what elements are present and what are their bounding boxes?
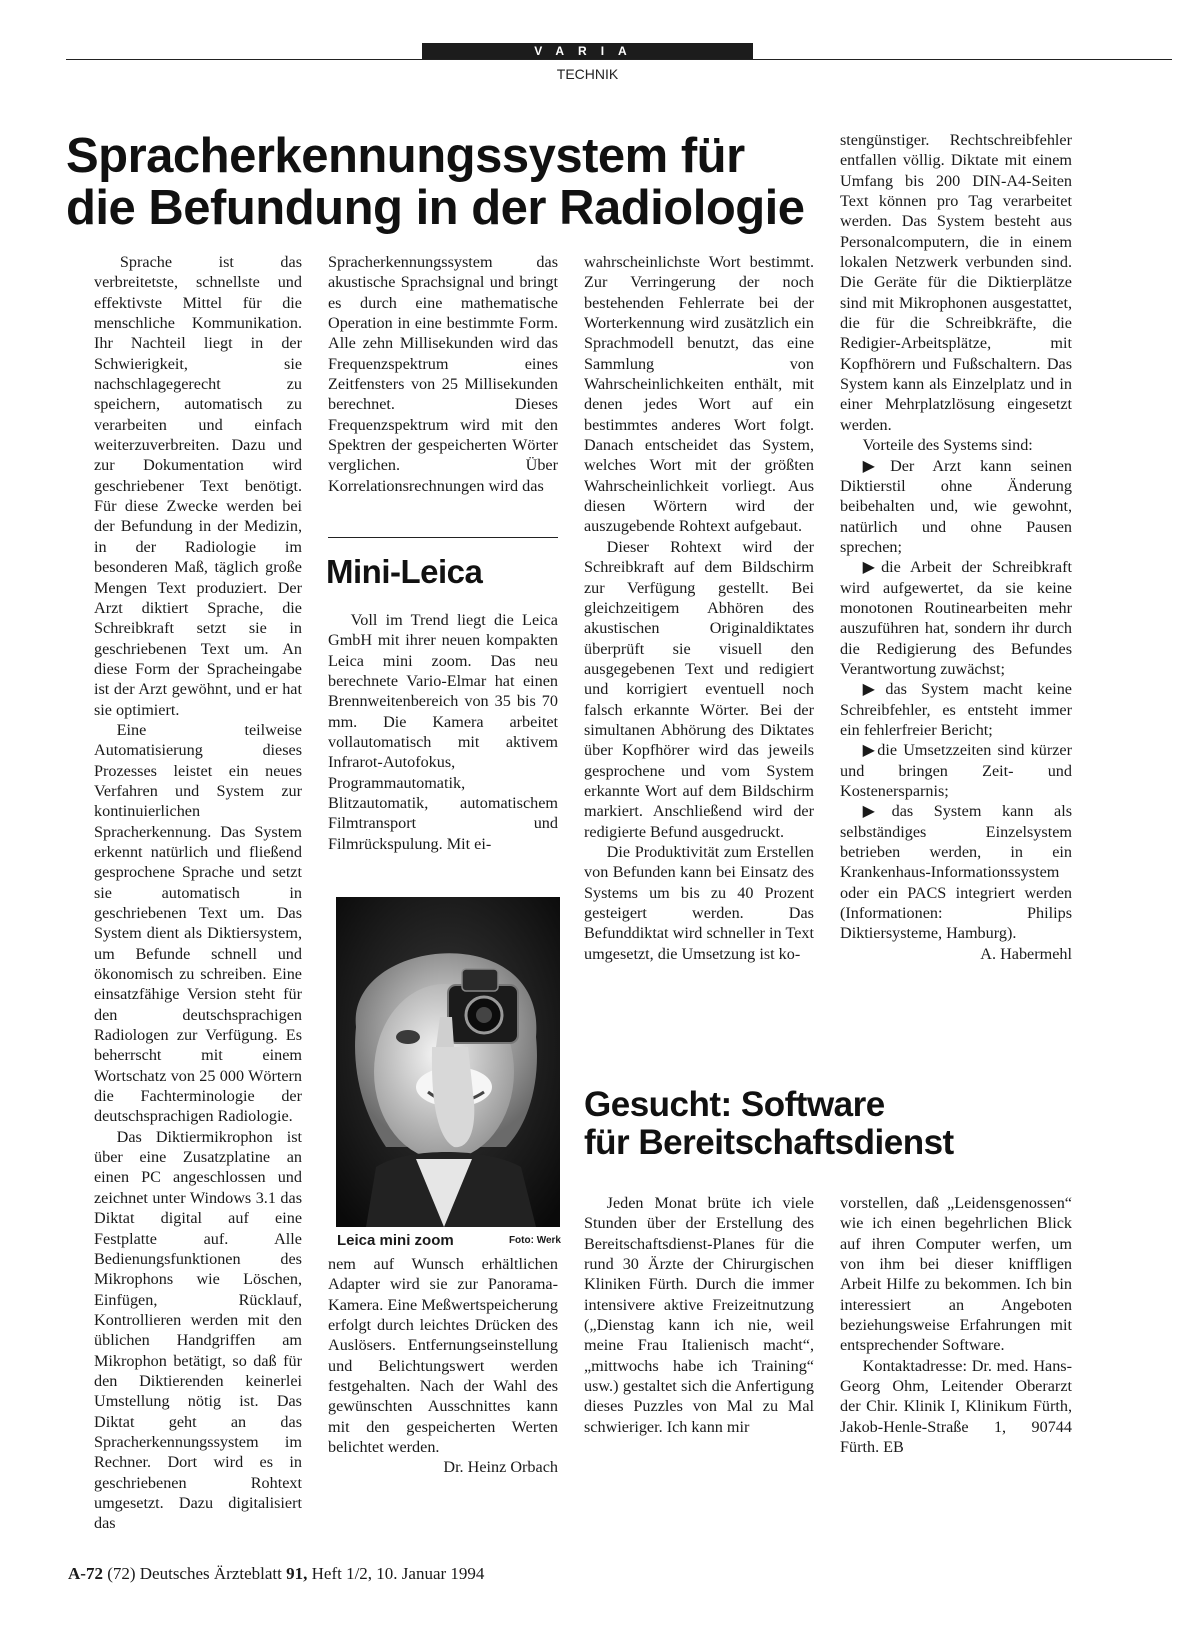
article1-bullet: ▶das System kann als selbständiges Einzelsystem betrieben werden, in ein Krankenhaus-Informationssystem oder ein PACS integriert werden (Informationen: Philips Diktiersysteme, Hamburg).: [840, 802, 1072, 943]
article1-paragraph: stengünstiger. Rechtschreibfehler entfallen völlig. Diktate mit einem Umfang bis 200 DIN-A4-Seiten Text können pro Tag verarbeitet werden. Das System besteht aus Personalcomputern, die in einem lokalen Netzwerk verbunden sind. Die Geräte für die Diktierplätze sind mit Mikrophonen ausgestattet, die für die Schreibkräfte, die Redigier-Arbeitsplätze, mit Kopfhörern und Fußschaltern. Das System kann als Einzelplatz und in einer Mehrplatzlösung eingesetzt werden.: [840, 131, 1072, 434]
article1-title: [66, 130, 826, 234]
journal-issue: Heft 1/2, 10. Januar 1994: [311, 1564, 485, 1583]
article1-paragraph: Dieser Rohtext wird der Schreibkraft auf dem Bildschirm zur Verfügung gestellt. Bei gleichzeitigem Abhören des akustischen Originaldiktates überprüft sie visuell den ausgegebenen Text und redigiert und korrigiert eventuell noch falsch erkannte Wörter. Bei der simultanen Abhörung des Diktates über Kopfhörer wird das jeweils gesprochene und vom System erkannte Wort auf dem Bildschirm markiert. Anschließend wird der redigierte Befund ausgedruckt.: [584, 537, 814, 841]
article1-paragraph: Das Diktiermikrophon ist über eine Zusatzplatine an einen PC angeschlossen und zeichnet unter Windows 3.1 das Diktat digital auf eine Festplatte auf. Alle Bedienungsfunktionen des Mikrophons wie Löschen, Einfügen, Rücklauf, Kontrollieren werden mit den üblichen Handgriffen am Mikrophon betätigt, so daß für den Diktierenden keinerlei Umstellung nötig ist. Das Diktat geht an das Spracherkennungssystem im Rechner. Dort wird es in geschriebenen Rohtext umgesetzt. Dazu digitalisiert das: [94, 1127, 302, 1533]
rubric-label: TECHNIK: [556, 66, 619, 82]
journal-citation: (72) Deutsches Ärzteblatt: [107, 1564, 282, 1583]
triangle-bullet-icon: ▶: [862, 741, 878, 760]
article1-title-line1: Spracherkennungssystem für: [66, 129, 745, 183]
article1-paragraph: wahrscheinlichste Wort bestimmt. Zur Verringerung der noch bestehenden Fehlerrate bei der Worterkennung wird zusätzlich ein Sprachmodell benutzt, das eine Sammlung von Wahrscheinlichkeiten enthält, mit denen jedes Wort auf ein bestimmtes anderes Wort folgt. Danach entscheidet das System, welches Wort mit der größten Wahrscheinlichkeit vorliegt. Aus diesen Wörtern wird der auszugebende Rohtext aufgebaut.: [584, 253, 814, 536]
article2-paragraph: nem auf Wunsch erhältlichen Adapter wird sie zur Panorama-Kamera. Eine Meßwertspeicherung erfolgt durch leichtes Drücken des Auslösers. Entfernungseinstellung und Belichtungswert werden festgehalten. Nach der Wahl des gewünschten Ausschnittes kann mit den gespeicherten Werten belichtet werden.: [328, 1255, 558, 1457]
article3-title: [584, 1086, 1074, 1162]
article2-title: Mini-Leica: [326, 553, 483, 590]
header-rule: [66, 59, 1172, 60]
triangle-bullet-icon: ▶: [862, 802, 892, 821]
triangle-bullet-icon: ▶: [862, 456, 891, 475]
article1-column-2: [328, 252, 558, 496]
article1-column-4: [840, 130, 1072, 964]
article3-paragraph: Kontaktadresse: Dr. med. Hans-Georg Ohm, Leitender Oberarzt der Chir. Klinik I, Klinikum Fürth, Jakob-Henle-Straße 1, 90744 Fürth. EB: [840, 1356, 1072, 1457]
article2-body: [328, 610, 558, 854]
article2-author: Dr. Heinz Orbach: [443, 1458, 558, 1477]
article3-paragraph: Jeden Monat brüte ich viele Stunden über der Erstellung des Bereitschaftsdienst-Planes für die rund 30 Ärzte der Chirurgischen Kliniken Fürth. Durch die immer intensivere aktive Freizeitnutzung („Dienstag kann ich nie, weil meine Frau Italienisch macht“, „mittwochs habe ich Training“ usw.) gestaltet sich die Anfertigung dieses Puzzles von Mal zu Mal schwieriger. Ich kann mir: [584, 1194, 814, 1436]
section-label: VARIA: [422, 43, 753, 59]
article3-column-1: [584, 1193, 814, 1437]
article1-column-1: [94, 252, 302, 1534]
article2-top-rule: [328, 537, 558, 538]
article1-paragraph: Vorteile des Systems sind:: [862, 436, 1033, 455]
article1-author: A. Habermehl: [980, 944, 1072, 963]
article1-bullet: ▶die Arbeit der Schreibkraft wird aufgewertet, da sie keine monotonen Routinearbeiten mehr auszuführen hat, sondern ihr durch die Redigierung des Befundes Verantwortung zuwächst;: [840, 558, 1072, 678]
page-footer: [68, 1564, 484, 1584]
article3-column-2: [840, 1193, 1072, 1457]
woman-with-camera-image: [336, 897, 560, 1227]
article2-paragraph: Voll im Trend liegt die Leica GmbH mit ihrer neuen kompakten Leica mini zoom. Das neu berechnete Vario-Elmar hat einen Brennweitenbereich von 35 bis 70 mm. Die Kamera arbeitet vollautomatisch mit aktivem Infrarot-Autofokus, Programmautomatik, Blitzautomatik, automatischem Filmtransport und Filmrückspulung. Mit ei-: [328, 611, 558, 853]
article1-bullet: ▶das System macht keine Schreibfehler, es entsteht immer ein fehlerfreier Bericht;: [840, 680, 1072, 739]
triangle-bullet-icon: ▶: [862, 680, 886, 699]
article1-paragraph: Die Produktivität zum Erstellen von Befunden kann bei Einsatz des Systems um bis zu 40 Prozent gesteigert werden. Das Befunddiktat wird schneller in Text umgesetzt, die Umsetzung ist ko-: [584, 842, 814, 963]
leica-camera-photo: [336, 897, 560, 1227]
article1-bullet: ▶Der Arzt kann seinen Diktierstil ohne Änderung beibehalten und, wie gewohnt, natürlich und ohne Pausen sprechen;: [840, 456, 1072, 556]
article1-paragraph: Eine teilweise Automatisierung dieses Prozesses leistet ein neues Verfahren und System zur kontinuierlichen Spracherkennung. Das System erkennt natürlich und fließend gesprochene Sprache und setzt sie automatisch in geschriebenen Text um. Das System dient als Diktiersystem, um Befunde schnell und ökonomisch zu schreiben. Eine einsatzfähige Version steht für den deutschsprachigen Radiologen zur Verfügung. Es beherrscht mit einem Wortschatz von 25 000 Wörtern die Fachterminologie der deutschsprachigen Radiologie.: [94, 720, 302, 1126]
caption-text: Leica mini zoom: [337, 1232, 454, 1249]
article3-paragraph: vorstellen, daß „Leidensgenossen“ wie ich einen begehrlichen Blick auf ihren Computer werfen, um von ihm bei dieser kniffligen Arbeit Hilfe zu bekommen. Ich bin interessiert an Angeboten beziehungsweise Erfahrungen mit entsprechender Software.: [840, 1194, 1072, 1355]
article1-bullet: ▶die Umsetzzeiten sind kürzer und bringen Zeit- und Kostenersparnis;: [840, 741, 1072, 800]
article1-column-3: [584, 252, 814, 964]
article3-title-line1: Gesucht: Software: [584, 1085, 885, 1124]
article2-body-continued: [328, 1254, 558, 1478]
article3-title-line2: für Bereitschaftsdienst: [584, 1123, 954, 1162]
article1-title-line2: die Befundung in der Radiologie: [66, 181, 805, 235]
journal-volume: 91,: [286, 1564, 308, 1583]
article1-paragraph: Sprache ist das verbreitetste, schnellste und effektivste Mittel für die menschliche Kommunikation. Ihr Nachteil liegt in der Schwierigkeit, sie nachschlagegerecht zu speichern, automatisch zu verarbeiten und einfach weiterzuverbreiten. Dazu und zur Dokumentation wird geschriebener Text benötigt. Für diese Zwecke werden bei der Befundung in der Medizin, in der Radiologie im besonderen Maß, täglich große Mengen Text produziert. Der Arzt diktiert Sprache, die Schreibkraft setzt sie in geschriebenen Text um. An diese Form der Spracheingabe ist der Arzt gewöhnt, und er hat sie optimiert.: [94, 253, 302, 719]
triangle-bullet-icon: ▶: [862, 558, 882, 577]
photo-caption: [337, 1232, 561, 1250]
photo-credit: Foto: Werk: [508, 1235, 561, 1246]
article1-paragraph: Spracherkennungssystem das akustische Sprachsignal und bringt es durch eine mathematische Operation in eine bestimmte Form. Alle zehn Millisekunden wird das Frequenzspektrum eines Zeitfensters von 25 Millisekunden berechnet. Dieses Frequenzspektrum wird mit den Spektren der gespeicherten Wörter verglichen. Über Korrelationsrechnungen wird das: [328, 253, 558, 495]
page-number: A-72: [68, 1564, 103, 1583]
